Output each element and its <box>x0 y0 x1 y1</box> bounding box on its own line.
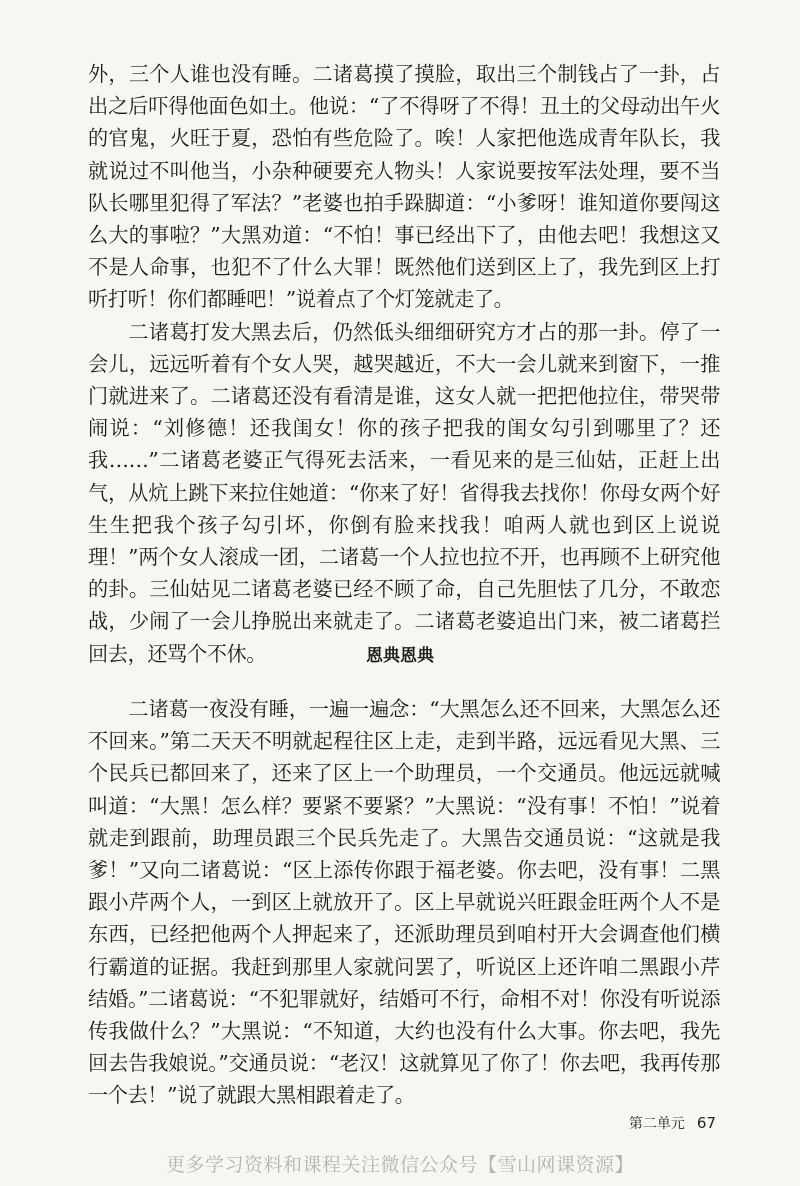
watermark-text: 更多学习资料和课程关注微信公众号【雪山网课资源】 <box>165 1154 634 1176</box>
section-heading: 恩典恩典 <box>366 646 434 666</box>
paragraph: 二诸葛打发大黑去后，仍然低头细细研究方才占的那一卦。停了一会儿，远远听着有个女人哭，越哭越近，不大一会儿就来到窗下，一推门就进来了。二诸葛还没有看清是谁，这女人就一把把他拉住，带哭带闹说：“刘修德！还我闺女！你的孩子把我的闺女勾引到哪里了？还我……”二诸葛老婆正气得死去活来，一看见来的是三仙姑，正赶上出气，从炕上跳下来拉住她道：“你来了好！省得我去找你！你母女两个好生生把我个孩子勾引坏，你倒有脸来找我！咱两人就也到区上说说理！”两个女人滚成一团，二诸葛一个人拉也拉不开，也再顾不上研究他的卦。三仙姑见二诸葛老婆已经不顾了命，自己先胆怯了几分，不敢恋战，少闹了一会儿挣脱出来就走了。二诸葛老婆追出门来，被二诸葛拦回去，还骂个不休。 <box>88 319 720 666</box>
page-number: 67 <box>696 1114 716 1132</box>
section-one-text <box>88 58 720 670</box>
paragraph: 外，三个人谁也没有睡。二诸葛摸了摸脸，取出三个制钱占了一卦，占出之后吓得他面色如土。他说：“了不得呀了不得！丑土的父母动出午火的官鬼，火旺于夏，恐怕有些危险了。唉！人家把他选成青年队长，我就说过不叫他当，小杂种硬要充人物头！人家说要按军法处理，要不当队长哪里犯得了军法？”老婆也拍手跺脚道：“小爹呀！谁知道你要闯这么大的事啦？”大黑劝道：“不怕！事已经出下了，由他去吧！我想这又不是人命事，也犯不了什么大罪！既然他们送到区上了，我先到区上打听打听！你们都睡吧！”说着点了个灯笼就走了。 <box>88 62 720 312</box>
unit-label: 第二单元 <box>628 1116 685 1132</box>
page-footer <box>629 1113 716 1133</box>
paragraph: 二诸葛一夜没有睡，一遍一遍念：“大黑怎么还不回来，大黑怎么还不回来。”第二天天不明就起程往区上走，走到半路，远远看见大黑、三个民兵已都回来了，还来了区上一个助理员，一个交通员。他远远就喊叫道：“大黑！怎么样？要紧不要紧？”大黑说：“没有事！不怕！”说着就走到跟前，助理员跟三个民兵先走了。大黑告交通员说：“这就是我爹！”又向二诸葛说：“区上添传你跟于福老婆。你去吧，没有事！二黑跟小芹两个人，一到区上就放开了。区上早就说兴旺跟金旺两个人不是东西，已经把他两个人押起来了，还派助理员到咱村开大会调查他们横行霸道的证据。我赶到那里人家就问罢了，听说区上还许咱二黑跟小芹结婚。”二诸葛说：“不犯罪就好，结婚可不行，命相不对！你没有听说添传我做什么？”大黑说：“不知道，大约也没有什么大事。你去吧，我先回去告我娘说。”交通员说：“老汉！这就算见了你了！你去吧，我再传那一个去！”说了就跟大黑相跟着走了。 <box>88 697 720 1108</box>
section-two-text <box>88 693 720 1112</box>
